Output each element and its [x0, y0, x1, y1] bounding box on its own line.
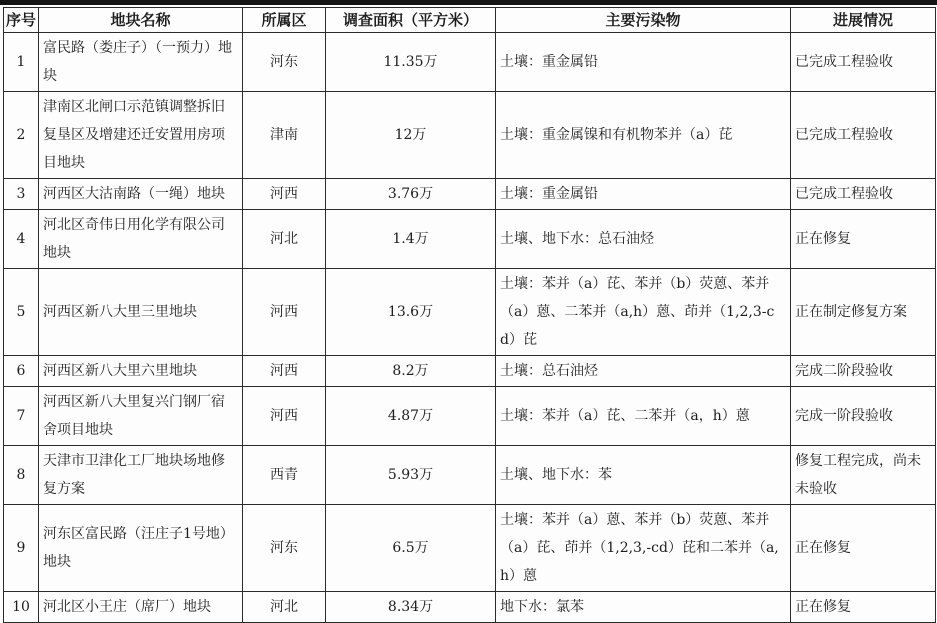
cell-area: 8.34万 — [326, 592, 496, 623]
cell-progress: 完成二阶段验收 — [791, 356, 936, 387]
table-row — [4, 92, 936, 179]
cell-name: 河西区新八大里复兴门钢厂宿舍项目地块 — [39, 387, 243, 446]
cell-pollutants: 土壤：总石油烃 — [496, 356, 791, 387]
column-header-progress: 进展情况 — [791, 8, 936, 33]
land-parcel-table — [3, 7, 936, 623]
cell-district: 河西 — [243, 387, 326, 446]
table-header — [4, 8, 936, 33]
cell-pollutants: 土壤、地下水：总石油烃 — [496, 210, 791, 269]
cell-progress: 修复工程完成，尚未未验收 — [791, 446, 936, 505]
column-header-pollutants: 主要污染物 — [496, 8, 791, 33]
cell-index: 9 — [4, 505, 39, 592]
cell-district: 西青 — [243, 446, 326, 505]
cell-index: 5 — [4, 269, 39, 356]
cell-pollutants: 土壤：重金属铅 — [496, 33, 791, 92]
table-row — [4, 269, 936, 356]
cell-name: 河北区奇伟日用化学有限公司地块 — [39, 210, 243, 269]
column-header-name: 地块名称 — [39, 8, 243, 33]
cell-index: 6 — [4, 356, 39, 387]
cell-index: 3 — [4, 179, 39, 210]
cell-progress: 已完成工程验收 — [791, 179, 936, 210]
cell-area: 12万 — [326, 92, 496, 179]
cell-area: 13.6万 — [326, 269, 496, 356]
cell-district: 河西 — [243, 179, 326, 210]
cell-progress: 已完成工程验收 — [791, 33, 936, 92]
cell-pollutants: 土壤：重金属铅 — [496, 179, 791, 210]
cell-name: 河西区新八大里三里地块 — [39, 269, 243, 356]
top-divider-bar — [0, 0, 937, 5]
column-header-index: 序号 — [4, 8, 39, 33]
cell-district: 河东 — [243, 33, 326, 92]
cell-index: 7 — [4, 387, 39, 446]
cell-area: 5.93万 — [326, 446, 496, 505]
cell-progress: 正在修复 — [791, 505, 936, 592]
cell-index: 8 — [4, 446, 39, 505]
table-row — [4, 446, 936, 505]
cell-index: 2 — [4, 92, 39, 179]
table-body — [4, 33, 936, 623]
cell-progress: 正在修复 — [791, 592, 936, 623]
column-header-area: 调查面积（平方米） — [326, 8, 496, 33]
table-row — [4, 210, 936, 269]
cell-progress: 正在制定修复方案 — [791, 269, 936, 356]
cell-name: 富民路（娄庄子）（一预力）地块 — [39, 33, 243, 92]
cell-name: 河北区小王庄（席厂）地块 — [39, 592, 243, 623]
cell-pollutants: 地下水：氯苯 — [496, 592, 791, 623]
column-header-district: 所属区 — [243, 8, 326, 33]
cell-area: 1.4万 — [326, 210, 496, 269]
cell-index: 4 — [4, 210, 39, 269]
cell-index: 1 — [4, 33, 39, 92]
cell-area: 3.76万 — [326, 179, 496, 210]
table-row — [4, 356, 936, 387]
cell-area: 4.87万 — [326, 387, 496, 446]
cell-district: 津南 — [243, 92, 326, 179]
table-row — [4, 33, 936, 92]
cell-pollutants: 土壤：重金属镍和有机物苯并（a）芘 — [496, 92, 791, 179]
cell-district: 河西 — [243, 269, 326, 356]
cell-pollutants: 土壤：苯并（a）芘、苯并（b）荧蒽、苯并（a）蒽、二苯并（a,h）蒽、茚并（1,2,3-cd）芘 — [496, 269, 791, 356]
cell-district: 河西 — [243, 356, 326, 387]
cell-name: 河西区大沽南路（一绳）地块 — [39, 179, 243, 210]
cell-area: 6.5万 — [326, 505, 496, 592]
cell-index: 10 — [4, 592, 39, 623]
table-row — [4, 179, 936, 210]
cell-district: 河北 — [243, 210, 326, 269]
cell-district: 河北 — [243, 592, 326, 623]
cell-name: 津南区北闸口示范镇调整拆旧复垦区及增建还迁安置用房项目地块 — [39, 92, 243, 179]
table-row — [4, 505, 936, 592]
cell-name: 天津市卫津化工厂地块场地修复方案 — [39, 446, 243, 505]
cell-name: 河西区新八大里六里地块 — [39, 356, 243, 387]
table-row — [4, 592, 936, 623]
cell-progress: 正在修复 — [791, 210, 936, 269]
cell-area: 11.35万 — [326, 33, 496, 92]
cell-district: 河东 — [243, 505, 326, 592]
cell-progress: 已完成工程验收 — [791, 92, 936, 179]
header-row — [4, 8, 936, 33]
cell-name: 河东区富民路（汪庄子1号地）地块 — [39, 505, 243, 592]
cell-pollutants: 土壤：苯并（a）蒽、苯并（b）荧蒽、苯并（a）芘、茚并（1,2,3,-cd）芘和二苯并（a,h）蒽 — [496, 505, 791, 592]
cell-pollutants: 土壤、地下水：苯 — [496, 446, 791, 505]
cell-pollutants: 土壤：苯并（a）芘、二苯并（a，h）蒽 — [496, 387, 791, 446]
cell-progress: 完成一阶段验收 — [791, 387, 936, 446]
table-row — [4, 387, 936, 446]
cell-area: 8.2万 — [326, 356, 496, 387]
